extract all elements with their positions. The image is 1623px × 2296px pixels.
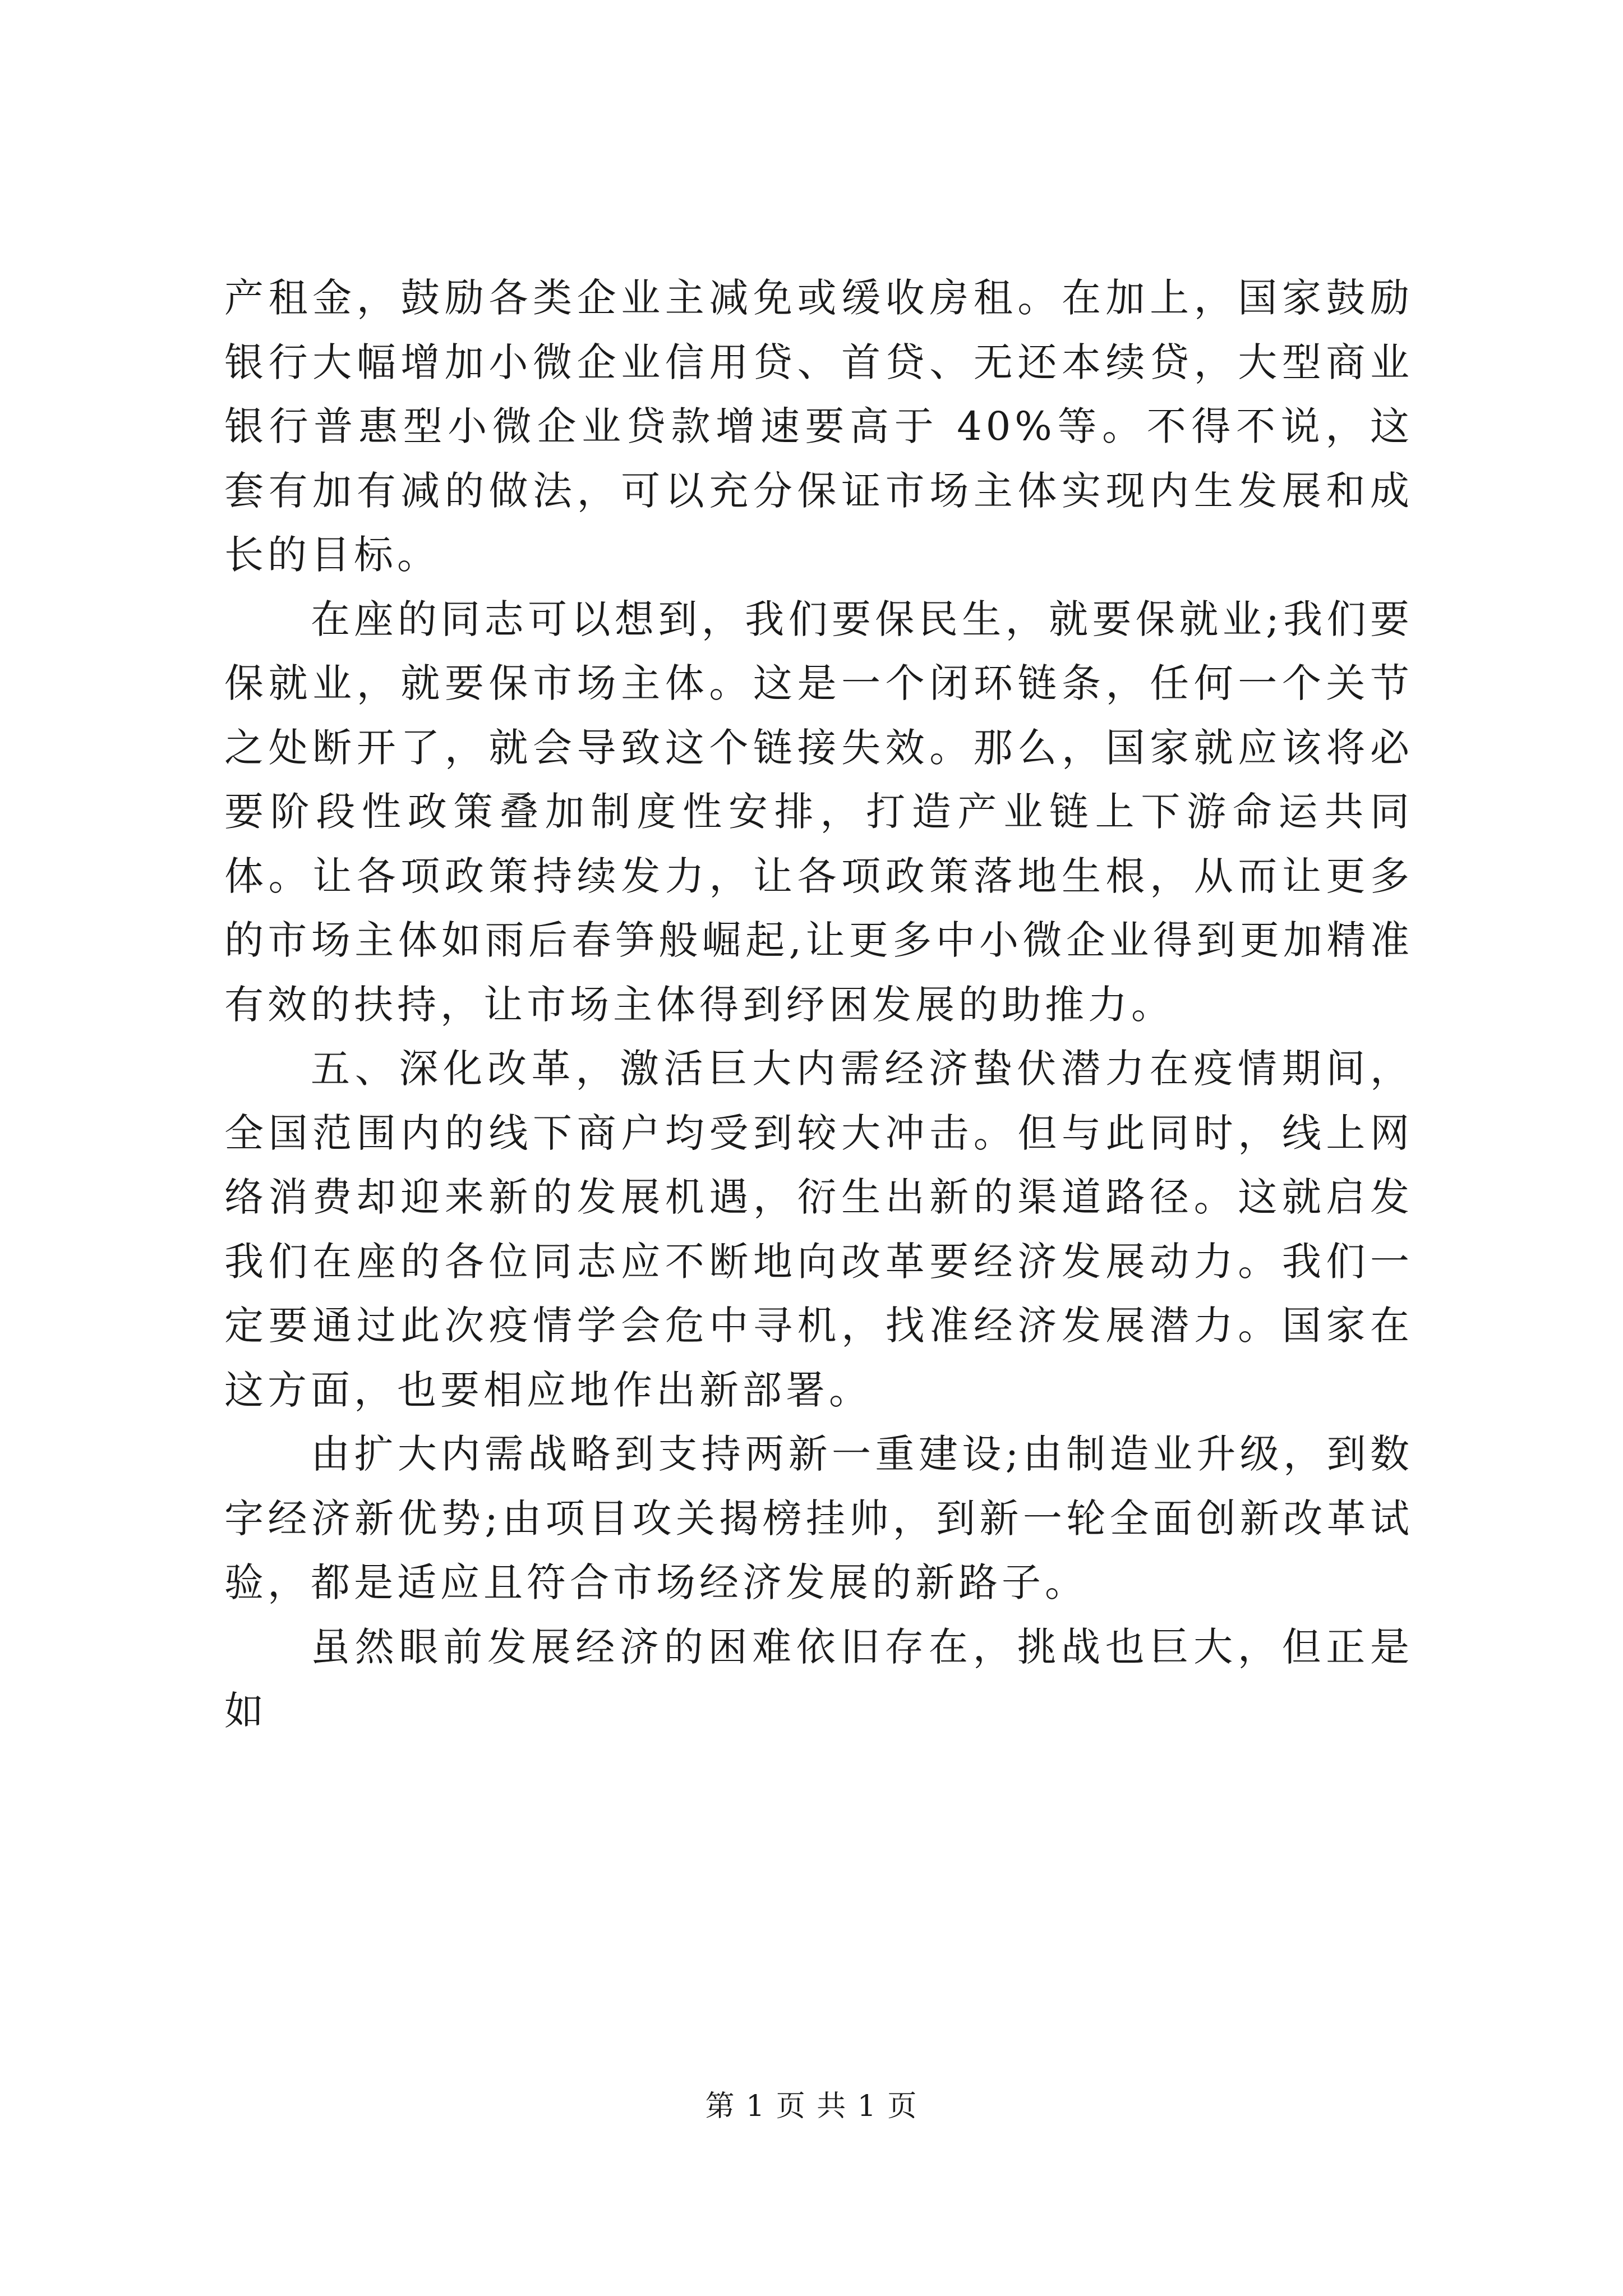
paragraph-employment: 在座的同志可以想到，我们要保民生，就要保就业;我们要保就业，就要保市场主体。这是一个闭环链条，任何一个关节之处断开了，就会导致这个链接失效。那么，国家就应该将必要阶段性政策叠加制度性安排，打造产业链上下游命运共同体。让各项政策持续发力，让各项政策落地生根，从而让更多的市场主体如雨后春笋般崛起,让更多中小微企业得到更加精准有效的扶持，让市场主体得到纾困发展的助推力。: [224, 596, 1413, 1028]
paragraph-continuation: 产租金，鼓励各类企业主减免或缓收房租。在加上，国家鼓励银行大幅增加小微企业信用贷、首贷、无还本续贷，大型商业银行普惠型小微企业贷款增速要高于 40%等。不得不说，这套有加有减的做法，可以充分保证市场主体实现内生发展和成长的目标。: [224, 275, 1413, 578]
paragraph-challenges: 虽然眼前发展经济的困难依旧存在，挑战也巨大，但正是如: [224, 1623, 1413, 1734]
paragraph-reform: 五、深化改革，激活巨大内需经济蛰伏潜力在疫情期间，全国范围内的线下商户均受到较大冲击。但与此同时，线上网络消费却迎来新的发展机遇，衍生出新的渠道路径。这就启发我们在座的各位同志应不断地向改革要经济发展动力。我们一定要通过此次疫情学会危中寻机，找准经济发展潜力。国家在这方面，也要相应地作出新部署。: [224, 1046, 1413, 1413]
page-number-footer: 第 1 页 共 1 页: [705, 2090, 918, 2123]
document-body: [224, 266, 1413, 1743]
paragraph-domestic-demand: 由扩大内需战略到支持两新一重建设;由制造业升级，到数字经济新优势;由项目攻关揭榜挂帅，到新一轮全面创新改革试验，都是适应且符合市场经济发展的新路子。: [224, 1431, 1413, 1605]
